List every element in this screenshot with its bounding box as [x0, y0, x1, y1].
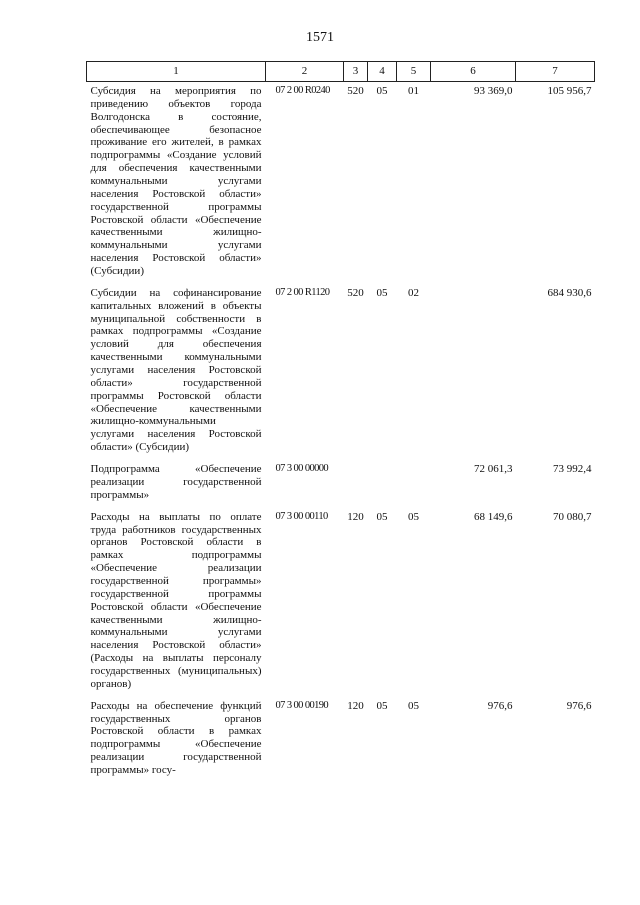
row-vr: 520 [347, 85, 364, 97]
row-code: 07 2 00 R1120 [275, 286, 330, 298]
row-name: Расходы на обеспечение функций государственных органов Ростовской области в рамках подпрограммы «Обеспечение реализации государственной программы» госу- [90, 699, 262, 776]
row-pr: 02 [408, 286, 419, 299]
row-sum2: 73 992,4 [553, 463, 592, 476]
row-code: 07 3 00 00110 [275, 510, 328, 522]
row-pr: 05 [408, 510, 419, 523]
row-rz [368, 460, 397, 508]
row-code: 07 3 00 00190 [275, 699, 329, 711]
row-sum2: 70 080,7 [553, 510, 592, 523]
table-row [87, 460, 595, 508]
row-code: 07 2 00 R0240 [275, 85, 330, 96]
row-sum2: 684 930,6 [547, 286, 592, 299]
table-row [87, 697, 595, 783]
header-row [87, 62, 595, 82]
table-row [87, 82, 595, 284]
table-row [87, 284, 595, 460]
row-vr: 120 [347, 510, 364, 523]
row-pr: 01 [408, 85, 419, 97]
row-sum1 [431, 284, 516, 460]
row-name: Расходы на выплаты по оплате труда работников государственных органов Ростовской области в рамках подпрограммы «Обеспечение реализации государственной программы» государственной программы Ростовской области «Обеспечение качественными жилищно-коммунальными услугами населения Ростовской области» (Расходы на выплаты персоналу государственных (муниципальных) органов) [90, 510, 262, 690]
table-header [87, 62, 595, 82]
column-header-code: 2 [266, 62, 344, 82]
page-number: 1571 [306, 30, 334, 45]
row-pr [397, 460, 431, 508]
budget-table [86, 61, 595, 783]
row-code: 07 3 00 00000 [275, 463, 329, 475]
row-pr: 05 [408, 699, 419, 712]
row-vr: 520 [347, 286, 364, 299]
column-header-rz: 4 [368, 62, 397, 82]
row-name: Субсидия на мероприятия по приведению объектов города Волгодонска в состояние, обеспечивающее безопасное проживание его жителей, в рамках подпрограммы «Создание условий для обеспечения качественными коммунальными услугами населения Ростовской области» государственной программы Ростовской области «Обеспечение качественными жилищно-коммунальными услугами населения Ростовской области» (Субсидии) [90, 85, 262, 278]
column-header-sum2: 7 [516, 62, 595, 82]
table-row [87, 508, 595, 697]
row-sum2: 105 956,7 [547, 85, 592, 97]
row-name: Субсидии на софинансирование капитальных вложений в объекты муниципальной собственности в рамках подпрограммы «Создание условий для обеспечения качественными коммунальными услугами населения Ростовской области» государственной программы Ростовской области «Обеспечение качественными жилищно-коммунальными услугами населения Ростовской области» (Субсидии) [90, 286, 262, 454]
row-sum2: 976,6 [566, 699, 592, 712]
row-sum1: 68 149,6 [474, 510, 513, 523]
column-header-name: 1 [87, 62, 266, 82]
row-sum1: 976,6 [487, 699, 513, 712]
row-name: Подпрограмма «Обеспечение реализации государственной программы» [90, 463, 262, 501]
column-header-sum1: 6 [431, 62, 516, 82]
row-rz: 05 [376, 510, 388, 523]
column-header-vr: 3 [344, 62, 368, 82]
row-rz: 05 [376, 85, 388, 97]
row-vr: 120 [347, 699, 364, 712]
row-sum1: 72 061,3 [474, 463, 513, 476]
row-vr [344, 460, 368, 508]
column-header-pr: 5 [397, 62, 431, 82]
row-rz: 05 [376, 699, 388, 712]
row-sum1: 93 369,0 [474, 85, 513, 97]
row-rz: 05 [376, 286, 388, 299]
